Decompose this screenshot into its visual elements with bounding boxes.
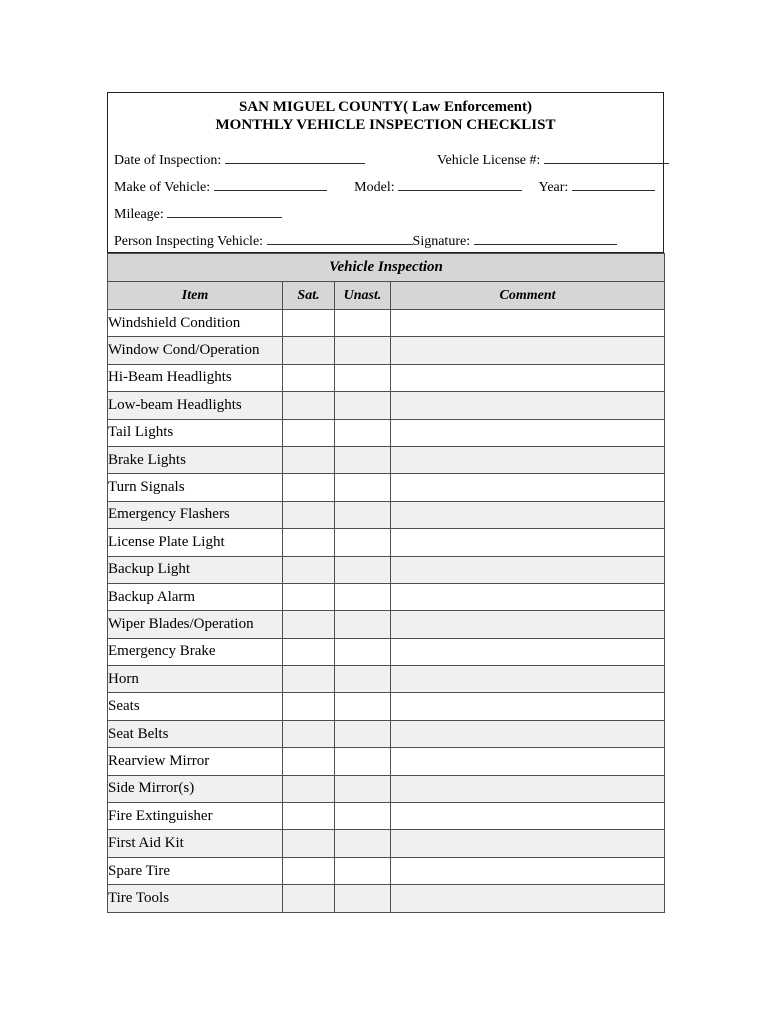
- unast-cell: [335, 857, 391, 884]
- unast-cell: [335, 775, 391, 802]
- inspection-table-body: [108, 310, 665, 913]
- comment-cell: [391, 775, 665, 802]
- sat-cell: [283, 693, 335, 720]
- unast-cell: [335, 638, 391, 665]
- column-header-item: Item: [108, 282, 283, 310]
- table-column-header-row: [108, 282, 665, 310]
- comment-cell: [391, 611, 665, 638]
- model-blank: [398, 177, 522, 191]
- item-cell: Wiper Blades/Operation: [108, 611, 283, 638]
- unast-cell: [335, 364, 391, 391]
- table-caption: Vehicle Inspection: [108, 254, 665, 282]
- sat-cell: [283, 446, 335, 473]
- item-cell: Emergency Brake: [108, 638, 283, 665]
- item-cell: Seat Belts: [108, 720, 283, 747]
- comment-cell: [391, 529, 665, 556]
- comment-cell: [391, 474, 665, 501]
- item-cell: Window Cond/Operation: [108, 337, 283, 364]
- sat-cell: [283, 501, 335, 528]
- sat-cell: [283, 364, 335, 391]
- year-label: Year:: [538, 180, 569, 195]
- comment-cell: [391, 392, 665, 419]
- sat-cell: [283, 720, 335, 747]
- item-cell: Horn: [108, 666, 283, 693]
- unast-cell: [335, 830, 391, 857]
- date-of-inspection-blank: [225, 150, 365, 164]
- unast-cell: [335, 666, 391, 693]
- unast-cell: [335, 337, 391, 364]
- comment-cell: [391, 556, 665, 583]
- table-row: [108, 446, 665, 473]
- table-row: [108, 803, 665, 830]
- unast-cell: [335, 611, 391, 638]
- comment-cell: [391, 693, 665, 720]
- sat-cell: [283, 775, 335, 802]
- unast-cell: [335, 474, 391, 501]
- table-row: [108, 392, 665, 419]
- table-caption-row: [108, 254, 665, 282]
- form-line-mileage: [114, 201, 657, 228]
- table-row: [108, 857, 665, 884]
- form-line-date-license: [114, 147, 657, 174]
- table-row: [108, 337, 665, 364]
- signature-blank: [474, 231, 617, 245]
- unast-cell: [335, 748, 391, 775]
- table-row: [108, 611, 665, 638]
- model-label: Model:: [354, 180, 395, 195]
- vehicle-license-label: Vehicle License #:: [437, 153, 541, 168]
- item-cell: Low-beam Headlights: [108, 392, 283, 419]
- unast-cell: [335, 556, 391, 583]
- item-cell: Backup Alarm: [108, 583, 283, 610]
- mileage-blank: [167, 204, 282, 218]
- table-row: [108, 364, 665, 391]
- unast-cell: [335, 392, 391, 419]
- vehicle-inspection-table: [107, 253, 665, 913]
- comment-cell: [391, 720, 665, 747]
- unast-cell: [335, 803, 391, 830]
- table-row: [108, 775, 665, 802]
- sat-cell: [283, 803, 335, 830]
- unast-cell: [335, 529, 391, 556]
- column-header-comment: Comment: [391, 282, 665, 310]
- table-row: [108, 638, 665, 665]
- item-cell: Emergency Flashers: [108, 501, 283, 528]
- sat-cell: [283, 529, 335, 556]
- table-row: [108, 583, 665, 610]
- make-of-vehicle-label: Make of Vehicle:: [114, 180, 211, 195]
- sat-cell: [283, 556, 335, 583]
- unast-cell: [335, 720, 391, 747]
- year-blank: [572, 177, 655, 191]
- sat-cell: [283, 310, 335, 337]
- comment-cell: [391, 419, 665, 446]
- table-row: [108, 474, 665, 501]
- sat-cell: [283, 419, 335, 446]
- table-row: [108, 501, 665, 528]
- table-row: [108, 419, 665, 446]
- table-row: [108, 885, 665, 912]
- inspection-form-document: [107, 92, 664, 913]
- item-cell: Tail Lights: [108, 419, 283, 446]
- comment-cell: [391, 803, 665, 830]
- comment-cell: [391, 310, 665, 337]
- comment-cell: [391, 748, 665, 775]
- sat-cell: [283, 474, 335, 501]
- comment-cell: [391, 830, 665, 857]
- item-cell: First Aid Kit: [108, 830, 283, 857]
- comment-cell: [391, 501, 665, 528]
- item-cell: Hi-Beam Headlights: [108, 364, 283, 391]
- unast-cell: [335, 446, 391, 473]
- item-cell: Tire Tools: [108, 885, 283, 912]
- item-cell: Turn Signals: [108, 474, 283, 501]
- form-line-make-model-year: [114, 174, 657, 201]
- sat-cell: [283, 830, 335, 857]
- vehicle-license-group: [437, 147, 669, 174]
- document-title-line1: SAN MIGUEL COUNTY( Law Enforcement): [238, 99, 533, 115]
- unast-cell: [335, 693, 391, 720]
- sat-cell: [283, 337, 335, 364]
- table-row: [108, 529, 665, 556]
- sat-cell: [283, 638, 335, 665]
- item-cell: Fire Extinguisher: [108, 803, 283, 830]
- date-of-inspection-label: Date of Inspection:: [114, 153, 222, 168]
- comment-cell: [391, 364, 665, 391]
- item-cell: Backup Light: [108, 556, 283, 583]
- person-inspecting-blank: [267, 231, 413, 245]
- sat-cell: [283, 857, 335, 884]
- table-row: [108, 748, 665, 775]
- table-row: [108, 556, 665, 583]
- form-header-section: [107, 92, 664, 253]
- make-of-vehicle-blank: [214, 177, 327, 191]
- item-cell: Side Mirror(s): [108, 775, 283, 802]
- unast-cell: [335, 885, 391, 912]
- sat-cell: [283, 611, 335, 638]
- form-line-person-signature: [114, 228, 657, 255]
- comment-cell: [391, 666, 665, 693]
- sat-cell: [283, 748, 335, 775]
- comment-cell: [391, 583, 665, 610]
- sat-cell: [283, 885, 335, 912]
- item-cell: Rearview Mirror: [108, 748, 283, 775]
- comment-cell: [391, 446, 665, 473]
- comment-cell: [391, 337, 665, 364]
- table-row: [108, 693, 665, 720]
- item-cell: License Plate Light: [108, 529, 283, 556]
- comment-cell: [391, 857, 665, 884]
- table-row: [108, 720, 665, 747]
- column-header-sat: Sat.: [283, 282, 335, 310]
- item-cell: Windshield Condition: [108, 310, 283, 337]
- unast-cell: [335, 419, 391, 446]
- table-row: [108, 666, 665, 693]
- table-row: [108, 830, 665, 857]
- mileage-label: Mileage:: [114, 207, 164, 222]
- unast-cell: [335, 583, 391, 610]
- unast-cell: [335, 501, 391, 528]
- sat-cell: [283, 666, 335, 693]
- item-cell: Seats: [108, 693, 283, 720]
- item-cell: Brake Lights: [108, 446, 283, 473]
- signature-label: Signature:: [412, 234, 471, 249]
- person-inspecting-label: Person Inspecting Vehicle:: [114, 234, 264, 249]
- document-title-line2: MONTHLY VEHICLE INSPECTION CHECKLIST: [215, 117, 556, 133]
- vehicle-license-blank: [544, 150, 669, 164]
- sat-cell: [283, 583, 335, 610]
- column-header-unast: Unast.: [335, 282, 391, 310]
- unast-cell: [335, 310, 391, 337]
- item-cell: Spare Tire: [108, 857, 283, 884]
- sat-cell: [283, 392, 335, 419]
- comment-cell: [391, 885, 665, 912]
- comment-cell: [391, 638, 665, 665]
- table-row: [108, 310, 665, 337]
